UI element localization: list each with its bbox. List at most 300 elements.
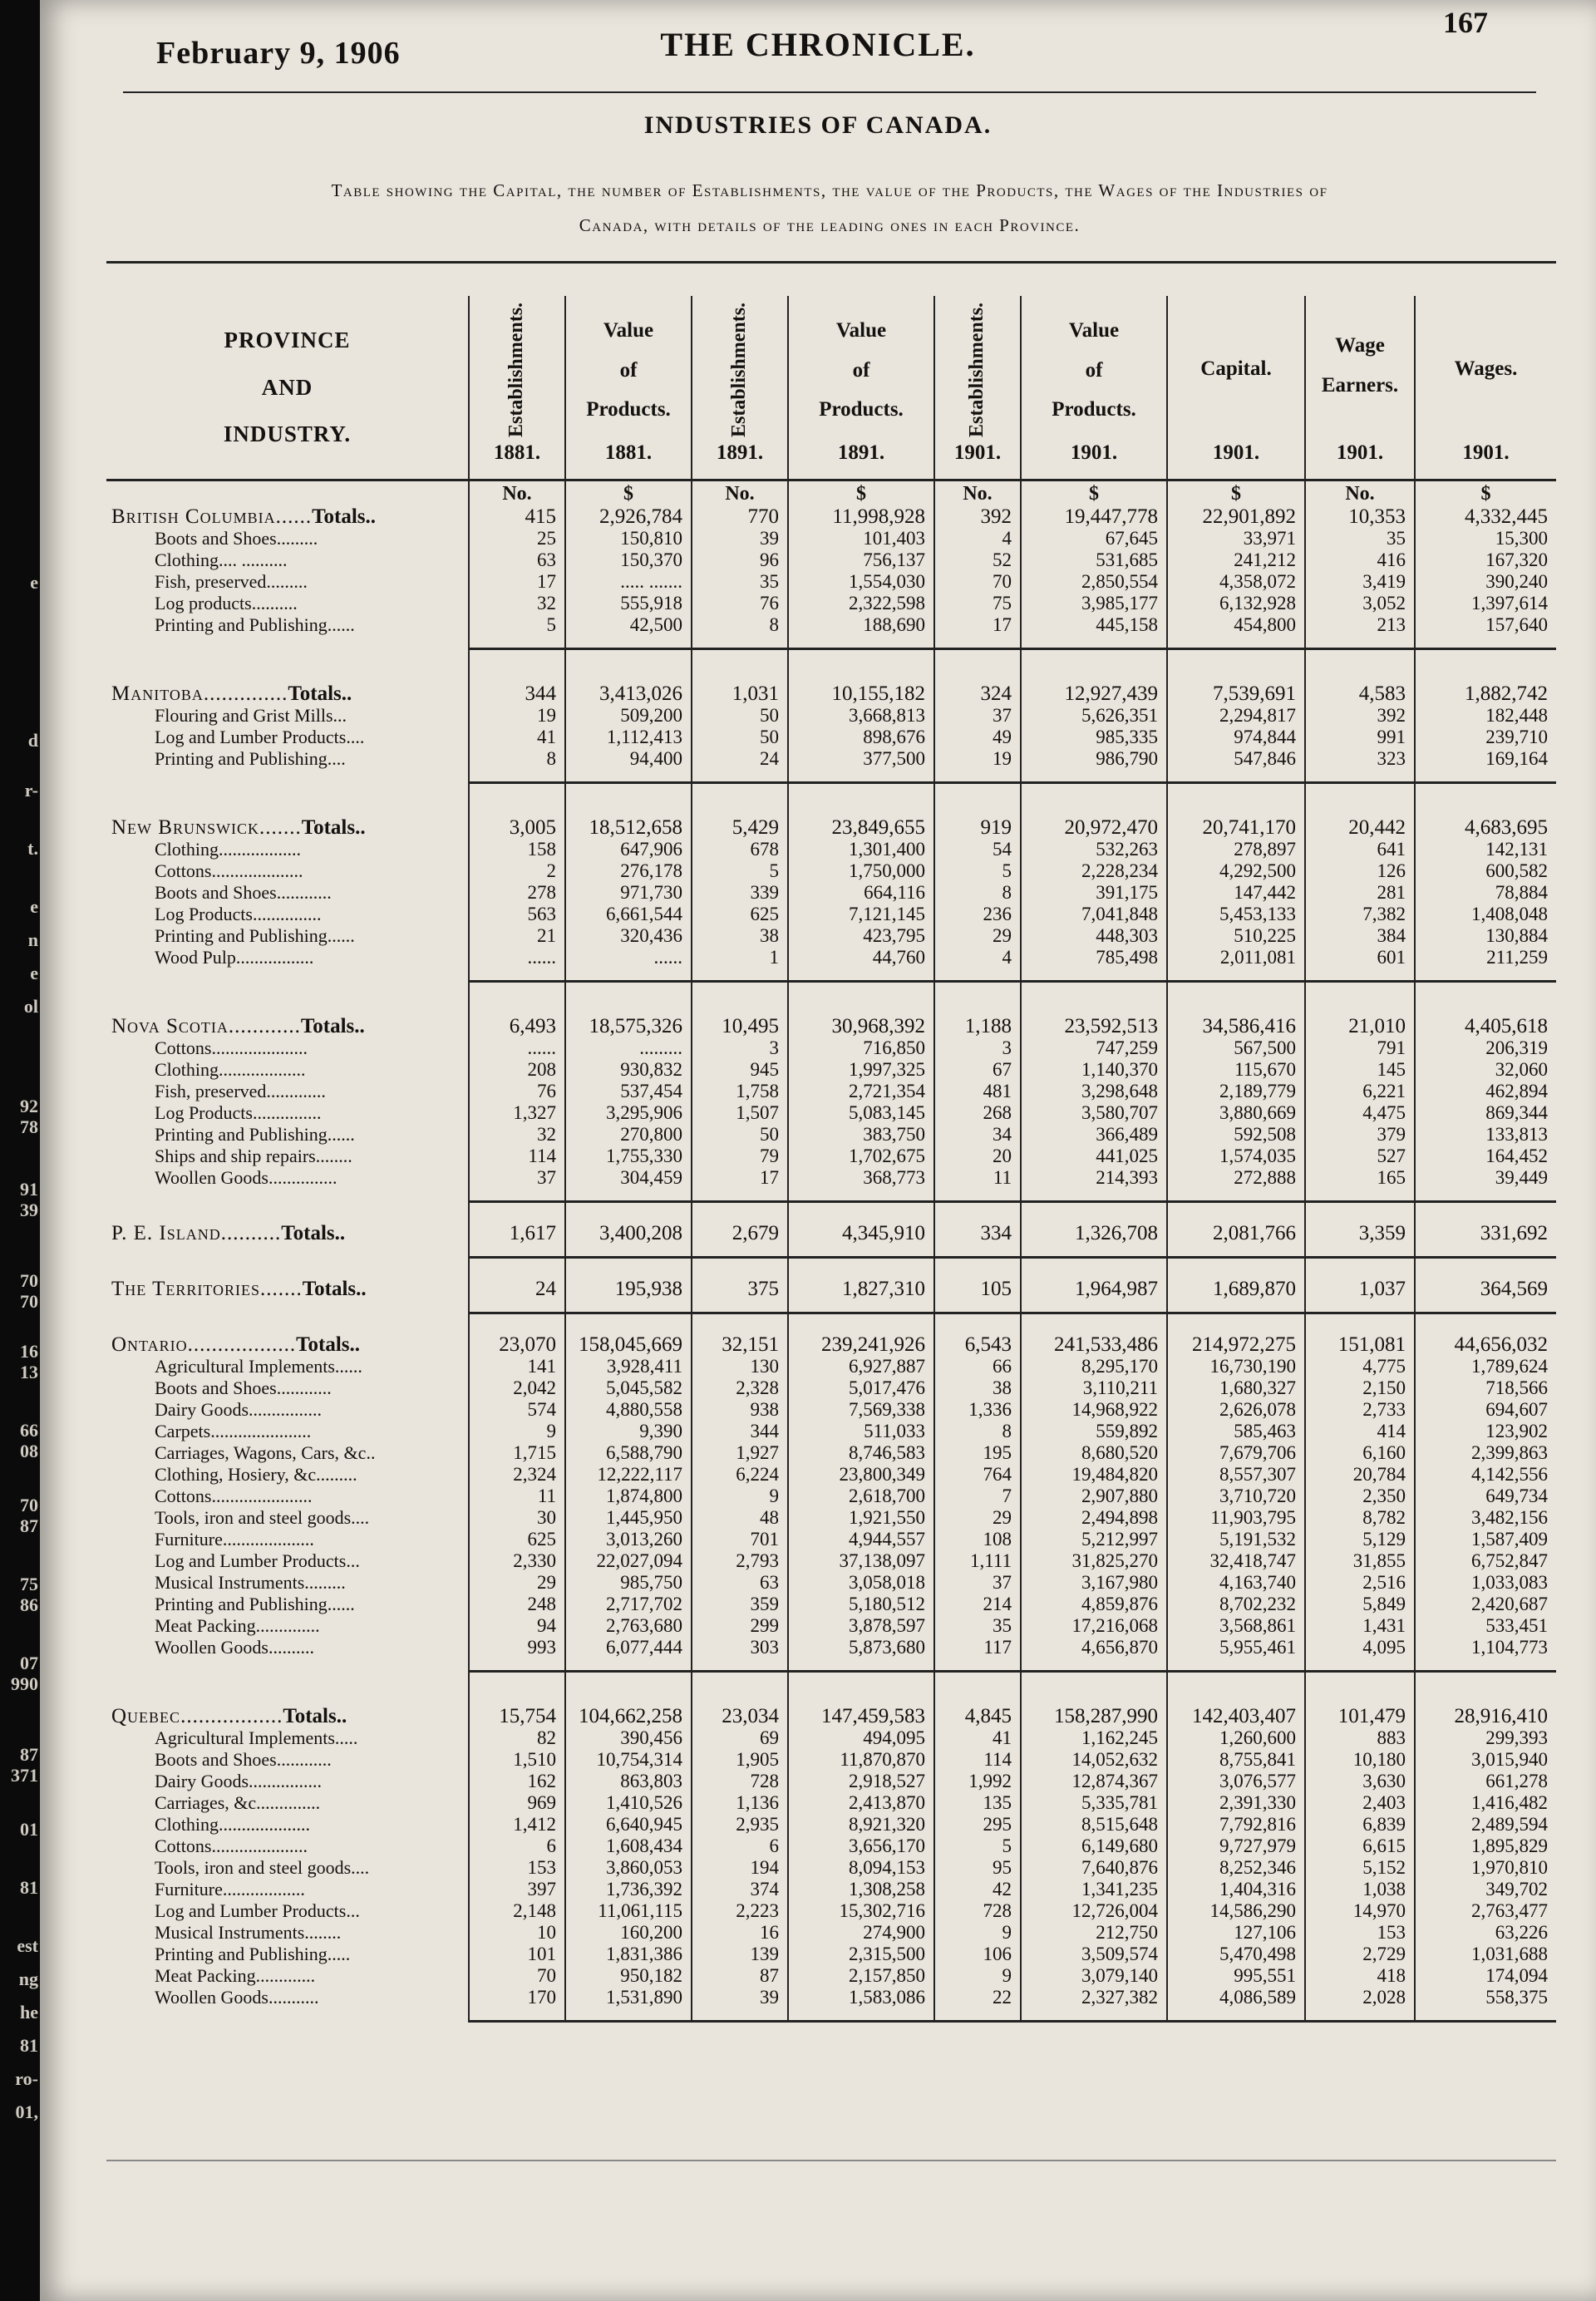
industry-name — [106, 1507, 469, 1529]
leader-dots: ....... — [260, 1279, 303, 1300]
industry-value-cell: 182,448 — [1415, 705, 1556, 727]
industry-value-cell: 5 — [469, 614, 565, 636]
industry-row — [106, 1464, 1556, 1486]
industry-value-cell: 39 — [692, 528, 788, 549]
industry-value-cell: 537,454 — [565, 1081, 692, 1102]
industry-value-cell: 5,212,997 — [1021, 1529, 1167, 1550]
unit-dollar: $ — [1167, 480, 1305, 507]
gap-cell — [1167, 1202, 1305, 1224]
header-of-label: of — [1085, 358, 1103, 382]
industry-value-cell: 898,676 — [788, 727, 934, 748]
margin-fragment: he — [20, 2002, 38, 2023]
industry-value-cell: 145 — [1305, 1059, 1415, 1081]
total-value-cell: 12,927,439 — [1021, 683, 1167, 705]
rule-cell — [1305, 1189, 1415, 1202]
industry-value-cell: 299 — [692, 1615, 788, 1637]
industry-value-cell: 945 — [692, 1059, 788, 1081]
industry-value-cell: 1,608,434 — [565, 1835, 692, 1857]
rule-cell — [788, 1244, 934, 1258]
leader-dots: ............. — [255, 1965, 316, 1986]
industry-value-cell: 3,985,177 — [1021, 593, 1167, 614]
industry-label: Carriages, Wagons, Cars, &c — [155, 1442, 367, 1463]
total-value-cell: 1,964,987 — [1021, 1279, 1167, 1300]
rule-cell — [565, 1244, 692, 1258]
rule-cell — [1415, 1658, 1556, 1672]
industry-value-cell: 22,027,094 — [565, 1550, 692, 1572]
leader-dots: ..... — [334, 1727, 358, 1748]
industry-value-cell: 2,315,500 — [788, 1944, 934, 1965]
industry-value-cell: 1,341,235 — [1021, 1879, 1167, 1900]
total-value-cell: 158,287,990 — [1021, 1706, 1167, 1727]
margin-fragment: ng — [18, 1968, 38, 1989]
header-wage-earners-1901 — [1305, 296, 1415, 480]
industry-value-cell: 76 — [692, 593, 788, 614]
industry-name — [106, 727, 469, 748]
industry-row — [106, 1124, 1556, 1146]
total-value-cell: 4,845 — [934, 1706, 1021, 1727]
industry-value-cell: 390,240 — [1415, 571, 1556, 593]
gap-cell — [1305, 1313, 1415, 1335]
rule-cell — [788, 1189, 934, 1202]
industry-value-cell: 1,905 — [692, 1749, 788, 1771]
industry-label: Musical Instruments — [155, 1922, 305, 1943]
industry-name — [106, 1037, 469, 1059]
leader-dots: ............... — [252, 904, 322, 924]
total-value-cell: 4,345,910 — [788, 1223, 934, 1244]
province-label: Manitoba — [111, 683, 204, 705]
rule-cell — [788, 1300, 934, 1313]
industry-value-cell: 5,045,582 — [565, 1377, 692, 1399]
industry-value-cell: 32 — [469, 1124, 565, 1146]
industry-value-cell: 678 — [692, 839, 788, 860]
issue-date: February 9, 1906 — [156, 36, 401, 71]
industry-value-cell: 142,131 — [1415, 839, 1556, 860]
header-year: 1901. — [953, 441, 1002, 464]
industry-value-cell: 9 — [934, 1965, 1021, 1987]
page-number: 167 — [1443, 6, 1488, 39]
header-products-label: Products. — [1052, 398, 1136, 421]
rule-cell — [469, 1300, 565, 1313]
industry-name — [106, 1900, 469, 1922]
gap-cell — [692, 1672, 788, 1707]
leader-dots: ..... — [327, 1944, 351, 1964]
industry-value-cell: 5,191,532 — [1167, 1529, 1305, 1550]
industry-value-cell: 1,336 — [934, 1399, 1021, 1421]
industry-value-cell: 366,489 — [1021, 1124, 1167, 1146]
header-establishments-1891 — [692, 296, 788, 480]
industry-label: Log products — [155, 593, 252, 613]
leader-dots: ...................... — [210, 1421, 312, 1441]
industry-value-cell: 8,746,583 — [788, 1442, 934, 1464]
industry-value-cell: 33,971 — [1167, 528, 1305, 549]
industry-label: Clothing — [155, 1059, 219, 1080]
industry-value-cell: 127,106 — [1167, 1922, 1305, 1944]
industry-value-cell: 1,038 — [1305, 1879, 1415, 1900]
industry-value-cell: 2,763,680 — [565, 1615, 692, 1637]
industry-value-cell: 274,900 — [788, 1922, 934, 1944]
industry-name — [106, 748, 469, 770]
gap-cell — [1305, 1672, 1415, 1707]
gap-cell — [1305, 649, 1415, 684]
industry-value-cell: 481 — [934, 1081, 1021, 1102]
industry-value-cell: 4,656,870 — [1021, 1637, 1167, 1658]
industry-value-cell: 4,163,740 — [1167, 1572, 1305, 1594]
industry-value-cell: 4 — [934, 528, 1021, 549]
industry-value-cell: 462,894 — [1415, 1081, 1556, 1102]
leader-dots: ...................... — [211, 1486, 313, 1506]
province-total-row — [106, 1223, 1556, 1244]
industry-value-cell: 5,083,145 — [788, 1102, 934, 1124]
section-rule — [106, 1300, 1556, 1313]
industry-name — [106, 925, 469, 947]
industry-name — [106, 1102, 469, 1124]
gap-cell — [788, 1672, 934, 1707]
industry-value-cell: 12,874,367 — [1021, 1771, 1167, 1792]
industry-value-cell: 423,795 — [788, 925, 934, 947]
industry-value-cell: 164,452 — [1415, 1146, 1556, 1167]
rule-cell — [106, 1300, 469, 1313]
gap-cell — [469, 1202, 565, 1224]
rule-cell — [1167, 1300, 1305, 1313]
total-value-cell: 32,151 — [692, 1334, 788, 1356]
industry-row — [106, 1102, 1556, 1124]
industry-value-cell: 76 — [469, 1081, 565, 1102]
publication-title: THE CHRONICLE. — [660, 26, 976, 63]
industry-value-cell: 510,225 — [1167, 925, 1305, 947]
industry-label: Tools, iron and steel goods — [155, 1507, 352, 1528]
industry-value-cell: 6,224 — [692, 1464, 788, 1486]
industry-value-cell: 991 — [1305, 727, 1415, 748]
rule-cell — [1415, 968, 1556, 982]
total-value-cell: 1,689,870 — [1167, 1279, 1305, 1300]
industry-value-cell: 7,792,816 — [1167, 1814, 1305, 1835]
rule-cell — [692, 1300, 788, 1313]
industry-value-cell: 359 — [692, 1594, 788, 1615]
gap-cell — [469, 783, 565, 818]
industry-value-cell: 985,750 — [565, 1572, 692, 1594]
industry-row — [106, 1771, 1556, 1792]
total-value-cell: 28,916,410 — [1415, 1706, 1556, 1727]
industry-value-cell: ...... — [469, 947, 565, 968]
rule-cell — [1167, 770, 1305, 783]
rule-cell — [1021, 1658, 1167, 1672]
industry-value-cell: 139 — [692, 1944, 788, 1965]
gap-cell — [788, 649, 934, 684]
leader-dots: .................. — [222, 1879, 305, 1899]
industry-value-cell: 2,494,898 — [1021, 1507, 1167, 1529]
gap-cell — [692, 1258, 788, 1279]
industry-value-cell: 19,484,820 — [1021, 1464, 1167, 1486]
industry-value-cell: 664,116 — [788, 882, 934, 904]
section-rule — [106, 636, 1556, 649]
industry-row — [106, 947, 1556, 968]
total-value-cell: 18,575,326 — [565, 1016, 692, 1037]
industry-label: Log and Lumber Products — [155, 1550, 347, 1571]
total-value-cell: 2,926,784 — [565, 506, 692, 528]
units-blank — [106, 480, 469, 507]
gap-cell — [469, 1672, 565, 1707]
rule-cell — [106, 636, 469, 649]
industry-value-cell: 339 — [692, 882, 788, 904]
industry-value-cell: 3,668,813 — [788, 705, 934, 727]
margin-fragment: 70 — [20, 1495, 38, 1515]
totals-label: Totals.. — [300, 1016, 365, 1037]
industry-value-cell: 135 — [934, 1792, 1021, 1814]
units-row — [106, 480, 1556, 507]
industry-value-cell: 5,849 — [1305, 1594, 1415, 1615]
industry-value-cell: 2,028 — [1305, 1987, 1415, 2008]
section-rule — [106, 770, 1556, 783]
industry-value-cell: 70 — [934, 571, 1021, 593]
header-value-label: Value — [835, 319, 887, 342]
province-label: The Territories — [111, 1279, 261, 1300]
industry-value-cell: 601 — [1305, 947, 1415, 968]
gap-cell — [469, 1258, 565, 1279]
industry-value-cell: 2,489,594 — [1415, 1814, 1556, 1835]
industry-value-cell: 1,260,600 — [1167, 1727, 1305, 1749]
industry-name — [106, 1944, 469, 1965]
industry-value-cell: 3 — [692, 1037, 788, 1059]
industry-value-cell: 106 — [934, 1944, 1021, 1965]
industry-value-cell: 1,755,330 — [565, 1146, 692, 1167]
industry-value-cell: 35 — [934, 1615, 1021, 1637]
header-value-1881 — [565, 296, 692, 480]
leader-dots: .... — [346, 727, 365, 747]
total-value-cell: 4,683,695 — [1415, 817, 1556, 839]
province-total-row — [106, 1016, 1556, 1037]
industry-value-cell: 1,308,258 — [788, 1879, 934, 1900]
industry-value-cell: 2,618,700 — [788, 1486, 934, 1507]
gap-cell — [1167, 649, 1305, 684]
industry-value-cell: 15,302,716 — [788, 1900, 934, 1922]
industry-value-cell: 11,903,795 — [1167, 1507, 1305, 1529]
leader-dots: ......... — [316, 1464, 357, 1485]
industry-value-cell: 19 — [469, 705, 565, 727]
industry-label: Printing and Publishing — [155, 925, 328, 946]
industry-value-cell: 323 — [1305, 748, 1415, 770]
rule-cell — [692, 2008, 788, 2022]
section-rule — [106, 968, 1556, 982]
industry-label: Fish, preserved — [155, 1081, 267, 1101]
rule-cell — [788, 2008, 934, 2022]
industry-value-cell: 8,515,648 — [1021, 1814, 1167, 1835]
industry-value-cell: 42,500 — [565, 614, 692, 636]
industry-name — [106, 839, 469, 860]
industry-value-cell: 718,566 — [1415, 1377, 1556, 1399]
industry-row — [106, 549, 1556, 571]
industry-value-cell: 2,324 — [469, 1464, 565, 1486]
industry-label: Printing and Publishing — [155, 614, 328, 635]
province-label: Nova Scotia — [111, 1016, 229, 1037]
industry-value-cell: 2,793 — [692, 1550, 788, 1572]
industry-value-cell: 661,278 — [1415, 1771, 1556, 1792]
industry-label: Wood Pulp — [155, 947, 236, 968]
industry-label: Furniture — [155, 1529, 223, 1550]
total-value-cell: 2,679 — [692, 1223, 788, 1244]
industry-name — [106, 882, 469, 904]
leader-dots: ............... — [268, 1167, 337, 1188]
industry-value-cell: 2,399,863 — [1415, 1442, 1556, 1464]
industry-value-cell: 4 — [934, 947, 1021, 968]
industry-value-cell: 600,582 — [1415, 860, 1556, 882]
rule-cell — [1021, 1189, 1167, 1202]
leader-dots: ... — [346, 1900, 360, 1921]
gap-cell — [692, 1313, 788, 1335]
margin-fragment: 91 — [20, 1179, 38, 1200]
rule-cell — [934, 1244, 1021, 1258]
industry-value-cell: 44,760 — [788, 947, 934, 968]
leader-dots: ...... — [334, 1356, 362, 1377]
rule-cell — [1415, 1300, 1556, 1313]
header-establishments-1901 — [934, 296, 1021, 480]
industry-value-cell: 1,408,048 — [1415, 904, 1556, 925]
industry-value-cell: 533,451 — [1415, 1615, 1556, 1637]
rule-cell — [1167, 1244, 1305, 1258]
industry-value-cell: 25 — [469, 528, 565, 549]
rule-cell — [1021, 770, 1167, 783]
industry-row — [106, 1900, 1556, 1922]
leader-dots: ............ — [276, 882, 332, 903]
rule-cell — [1167, 1189, 1305, 1202]
industry-value-cell: 35 — [1305, 528, 1415, 549]
industry-value-cell: 3,076,577 — [1167, 1771, 1305, 1792]
industry-value-cell: 82 — [469, 1727, 565, 1749]
industry-value-cell: 248 — [469, 1594, 565, 1615]
industry-label: Carpets — [155, 1421, 211, 1441]
industry-value-cell: 30 — [469, 1507, 565, 1529]
header-earners-label: Earners. — [1321, 373, 1399, 397]
margin-fragment: e — [30, 572, 38, 593]
leader-dots: ............ — [276, 1377, 332, 1398]
industry-label: Clothing — [155, 839, 219, 860]
industry-value-cell: 17,216,068 — [1021, 1615, 1167, 1637]
gap-cell — [469, 982, 565, 1017]
industry-value-cell: 165 — [1305, 1167, 1415, 1189]
rule-cell — [1167, 968, 1305, 982]
industry-value-cell: 96 — [692, 549, 788, 571]
industry-value-cell: 1,750,000 — [788, 860, 934, 882]
industry-name — [106, 1081, 469, 1102]
industry-name — [106, 1792, 469, 1814]
leader-dots: ................... — [219, 1059, 306, 1080]
industry-value-cell: 1,301,400 — [788, 839, 934, 860]
total-value-cell: 147,459,583 — [788, 1706, 934, 1727]
leader-dots: ................ — [249, 1771, 323, 1791]
leader-dots: ...... — [327, 925, 355, 946]
industry-value-cell: 1,410,526 — [565, 1792, 692, 1814]
industry-value-cell: 863,803 — [565, 1771, 692, 1792]
leader-dots: ............ — [228, 1016, 301, 1037]
header-of-label: of — [852, 358, 870, 382]
industry-label: Clothing, Hosiery, &c — [155, 1464, 317, 1485]
header-industry: INDUSTRY. — [223, 421, 352, 447]
industry-value-cell: 2,294,817 — [1167, 705, 1305, 727]
industry-label: Boots and Shoes — [155, 882, 277, 903]
industry-value-cell: 390,456 — [565, 1727, 692, 1749]
industry-value-cell: 558,375 — [1415, 1987, 1556, 2008]
industry-value-cell: 2,042 — [469, 1377, 565, 1399]
industry-value-cell: 1,112,413 — [565, 727, 692, 748]
industry-row — [106, 1529, 1556, 1550]
industry-value-cell: 7,121,145 — [788, 904, 934, 925]
industry-value-cell: 8 — [469, 748, 565, 770]
industry-name — [106, 614, 469, 636]
industry-value-cell: 24 — [692, 748, 788, 770]
total-value-cell: 20,972,470 — [1021, 817, 1167, 839]
industry-value-cell: 2,228,234 — [1021, 860, 1167, 882]
industry-value-cell: 169,164 — [1415, 748, 1556, 770]
total-value-cell: 4,332,445 — [1415, 506, 1556, 528]
industry-value-cell: 9,727,979 — [1167, 1835, 1305, 1857]
rule-cell — [788, 636, 934, 649]
industry-row — [106, 1637, 1556, 1658]
industry-value-cell: 3,058,018 — [788, 1572, 934, 1594]
industry-value-cell: 11 — [469, 1486, 565, 1507]
total-value-cell: 6,493 — [469, 1016, 565, 1037]
header-establishments-label: Establishments. — [966, 302, 988, 438]
industry-label: Printing and Publishing — [155, 1594, 328, 1614]
industry-value-cell: 3,630 — [1305, 1771, 1415, 1792]
industry-value-cell: 32,418,747 — [1167, 1550, 1305, 1572]
industry-value-cell: 5,180,512 — [788, 1594, 934, 1615]
rule-cell — [106, 1189, 469, 1202]
industry-value-cell: 123,902 — [1415, 1421, 1556, 1442]
industry-name — [106, 1637, 469, 1658]
industry-row — [106, 1399, 1556, 1421]
industry-value-cell: 2 — [469, 860, 565, 882]
leader-dots: .... .......... — [219, 549, 288, 570]
rule-cell — [565, 1658, 692, 1672]
industry-value-cell: 50 — [692, 705, 788, 727]
leader-dots: ..................... — [211, 1835, 308, 1856]
industry-value-cell: 3,295,906 — [565, 1102, 692, 1124]
gap-cell — [934, 982, 1021, 1017]
industry-value-cell: 7,640,876 — [1021, 1857, 1167, 1879]
industry-value-cell: 641 — [1305, 839, 1415, 860]
industry-name — [106, 1771, 469, 1792]
industry-value-cell: 5,626,351 — [1021, 705, 1167, 727]
rule-cell — [565, 1300, 692, 1313]
section-rule — [106, 1658, 1556, 1672]
total-value-cell: 1,882,742 — [1415, 683, 1556, 705]
industry-row — [106, 904, 1556, 925]
industry-name — [106, 1987, 469, 2008]
industry-value-cell: 2,350 — [1305, 1486, 1415, 1507]
industry-row — [106, 1857, 1556, 1879]
rule-cell — [692, 1658, 788, 1672]
header-capital-label: Capital. — [1200, 357, 1272, 380]
industry-value-cell: 2,935 — [692, 1814, 788, 1835]
industry-row — [106, 1594, 1556, 1615]
industry-label: Agricultural Implements — [155, 1356, 335, 1377]
industry-value-cell: 4,095 — [1305, 1637, 1415, 1658]
industry-value-cell: 8,755,841 — [1167, 1749, 1305, 1771]
industry-value-cell: 950,182 — [565, 1965, 692, 1987]
leader-dots: ............ — [276, 1749, 332, 1770]
industry-value-cell: 54 — [934, 839, 1021, 860]
rule-cell — [692, 636, 788, 649]
industry-value-cell: 938 — [692, 1399, 788, 1421]
industry-value-cell: ..... ....... — [565, 571, 692, 593]
industry-name — [106, 1377, 469, 1399]
industry-value-cell: 5,873,680 — [788, 1637, 934, 1658]
industry-value-cell: 2,717,702 — [565, 1594, 692, 1615]
industry-value-cell: 547,846 — [1167, 748, 1305, 770]
industry-name — [106, 1615, 469, 1637]
rule-cell — [1305, 1300, 1415, 1313]
header-year: 1901. — [1336, 441, 1384, 464]
industry-value-cell: 239,710 — [1415, 727, 1556, 748]
